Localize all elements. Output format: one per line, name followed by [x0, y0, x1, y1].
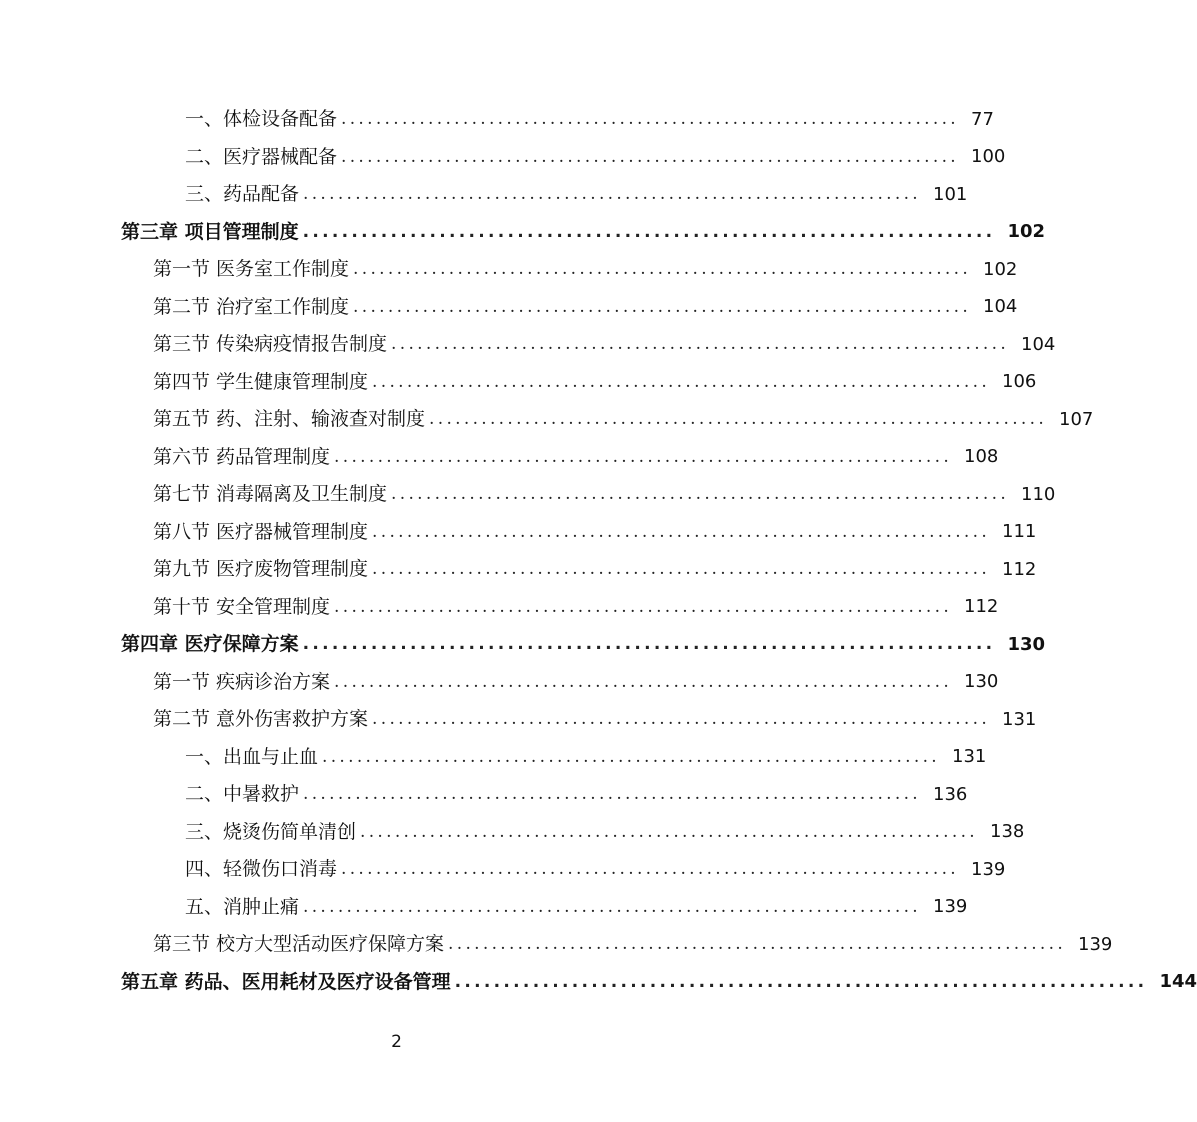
toc-entry-page: 112 [1002, 558, 1037, 580]
toc-entry-label: 第四章 医疗保障方案 [121, 633, 299, 656]
toc-entry-page: 139 [1078, 933, 1113, 955]
toc-entry-label: 第六节 药品管理制度 [153, 445, 331, 468]
toc-entry-label: 第五节 药、注射、输液查对制度 [153, 408, 426, 431]
toc-entry[interactable] [0, 589, 999, 627]
toc-leader-dots: ....................................................................... [341, 859, 959, 880]
toc-leader-dots: ....................................................................... [353, 259, 972, 280]
toc-entry-label: 第七节 消毒隔离及卫生制度 [153, 483, 388, 506]
toc-leader-dots: ....................................................................... [391, 334, 1010, 355]
toc-entry-label: 一、体检设备配备 [185, 108, 338, 131]
toc-entry-label: 第八节 医疗器械管理制度 [153, 520, 369, 543]
toc-entry-page: 110 [1021, 483, 1056, 505]
toc-entry-page: 130 [964, 671, 999, 693]
toc-entry[interactable] [0, 889, 968, 927]
toc-entry-page: 106 [1002, 371, 1037, 393]
toc-entry-label: 第三节 校方大型活动医疗保障方案 [153, 933, 445, 956]
toc-leader-dots: ....................................................................... [372, 371, 991, 392]
toc-entry[interactable] [0, 551, 1037, 589]
toc-entry-page: 108 [964, 446, 999, 468]
toc-entry[interactable] [0, 251, 1018, 289]
toc-entry-label: 第一节 疾病诊治方案 [153, 670, 331, 693]
toc-leader-dots: ....................................................................... [334, 596, 953, 617]
toc-leader-dots: ....................................................................... [303, 896, 921, 917]
toc-leader-dots: ....................................................................... [391, 484, 1010, 505]
toc-entry-page: 111 [1002, 521, 1037, 543]
toc-entry-page: 130 [1007, 633, 1046, 655]
toc-entry[interactable] [0, 701, 1037, 739]
toc-entry[interactable] [0, 776, 968, 814]
toc-leader-dots: ....................................................................... [334, 671, 953, 692]
toc-leader-dots: ....................................................................... [360, 821, 978, 842]
toc-entry-page: 101 [933, 183, 968, 205]
toc-entry[interactable] [0, 476, 1056, 514]
toc-leader-dots: ....................................................................... [303, 184, 921, 205]
toc-entry[interactable] [0, 439, 999, 477]
toc-entry-label: 第四节 学生健康管理制度 [153, 370, 369, 393]
toc-entry-label: 第五章 药品、医用耗材及医疗设备管理 [121, 970, 451, 993]
page-number: 2 [391, 1032, 402, 1052]
toc-entry[interactable] [0, 926, 1113, 964]
toc-entry-page: 131 [952, 746, 987, 768]
toc-leader-dots: ....................................................................... [454, 971, 1148, 992]
toc-entry-page: 138 [990, 821, 1025, 843]
toc-entry-page: 77 [971, 108, 994, 130]
toc-entry-page: 136 [933, 783, 968, 805]
toc-entry-label: 四、轻微伤口消毒 [185, 858, 338, 881]
toc-leader-dots: ....................................................................... [341, 109, 959, 130]
toc-leader-dots: ....................................................................... [372, 559, 991, 580]
toc-entry-page: 104 [1021, 333, 1056, 355]
toc-entry[interactable] [0, 739, 987, 777]
toc-leader-dots: ....................................................................... [353, 296, 972, 317]
toc-entry[interactable] [0, 326, 1056, 364]
toc-entry-label: 第一节 医务室工作制度 [153, 258, 350, 281]
toc-entry[interactable] [0, 139, 1006, 177]
toc-entry-page: 102 [983, 258, 1018, 280]
toc-leader-dots: ....................................................................... [334, 446, 953, 467]
toc-entry[interactable] [0, 514, 1037, 552]
toc-leader-dots: ....................................................................... [372, 709, 991, 730]
toc-entry[interactable] [0, 964, 1197, 1002]
toc-leader-dots: ....................................................................... [429, 409, 1048, 430]
toc-entry-label: 二、医疗器械配备 [185, 145, 338, 168]
toc-entry-label: 五、消肿止痛 [185, 895, 300, 918]
toc-entry-label: 第九节 医疗废物管理制度 [153, 558, 369, 581]
toc-entry-page: 104 [983, 296, 1018, 318]
toc-leader-dots: ....................................................................... [302, 221, 996, 242]
toc-entry[interactable] [0, 176, 968, 214]
table-of-contents [0, 101, 1197, 1001]
toc-entry-page: 139 [971, 858, 1006, 880]
toc-entry[interactable] [0, 364, 1037, 402]
toc-entry-page: 112 [964, 596, 999, 618]
toc-entry-label: 二、中暑救护 [185, 783, 300, 806]
toc-entry[interactable] [0, 401, 1094, 439]
toc-leader-dots: ....................................................................... [303, 784, 921, 805]
toc-entry-label: 三、烧烫伤简单清创 [185, 820, 357, 843]
toc-entry-page: 100 [971, 146, 1006, 168]
toc-entry[interactable] [0, 664, 999, 702]
toc-entry-label: 第三节 传染病疫情报告制度 [153, 333, 388, 356]
toc-leader-dots: ....................................................................... [448, 934, 1067, 955]
toc-entry-label: 第二节 意外伤害救护方案 [153, 708, 369, 731]
toc-entry[interactable] [0, 814, 1025, 852]
toc-leader-dots: ....................................................................... [302, 634, 996, 655]
toc-entry-page: 131 [1002, 708, 1037, 730]
toc-entry-label: 第二节 治疗室工作制度 [153, 295, 350, 318]
toc-entry-label: 一、出血与止血 [185, 745, 319, 768]
toc-entry[interactable] [0, 214, 1046, 252]
toc-leader-dots: ....................................................................... [372, 521, 991, 542]
toc-leader-dots: ....................................................................... [341, 146, 959, 167]
toc-entry-page: 107 [1059, 408, 1094, 430]
toc-entry[interactable] [0, 289, 1018, 327]
toc-entry-label: 第三章 项目管理制度 [121, 220, 299, 243]
toc-entry-page: 139 [933, 896, 968, 918]
toc-entry-page: 144 [1159, 971, 1197, 993]
toc-entry[interactable] [0, 101, 994, 139]
toc-leader-dots: ....................................................................... [322, 746, 940, 767]
toc-entry-label: 第十节 安全管理制度 [153, 595, 331, 618]
toc-entry-page: 102 [1007, 221, 1046, 243]
toc-entry-label: 三、药品配备 [185, 183, 300, 206]
toc-entry[interactable] [0, 626, 1046, 664]
toc-entry[interactable] [0, 851, 1006, 889]
